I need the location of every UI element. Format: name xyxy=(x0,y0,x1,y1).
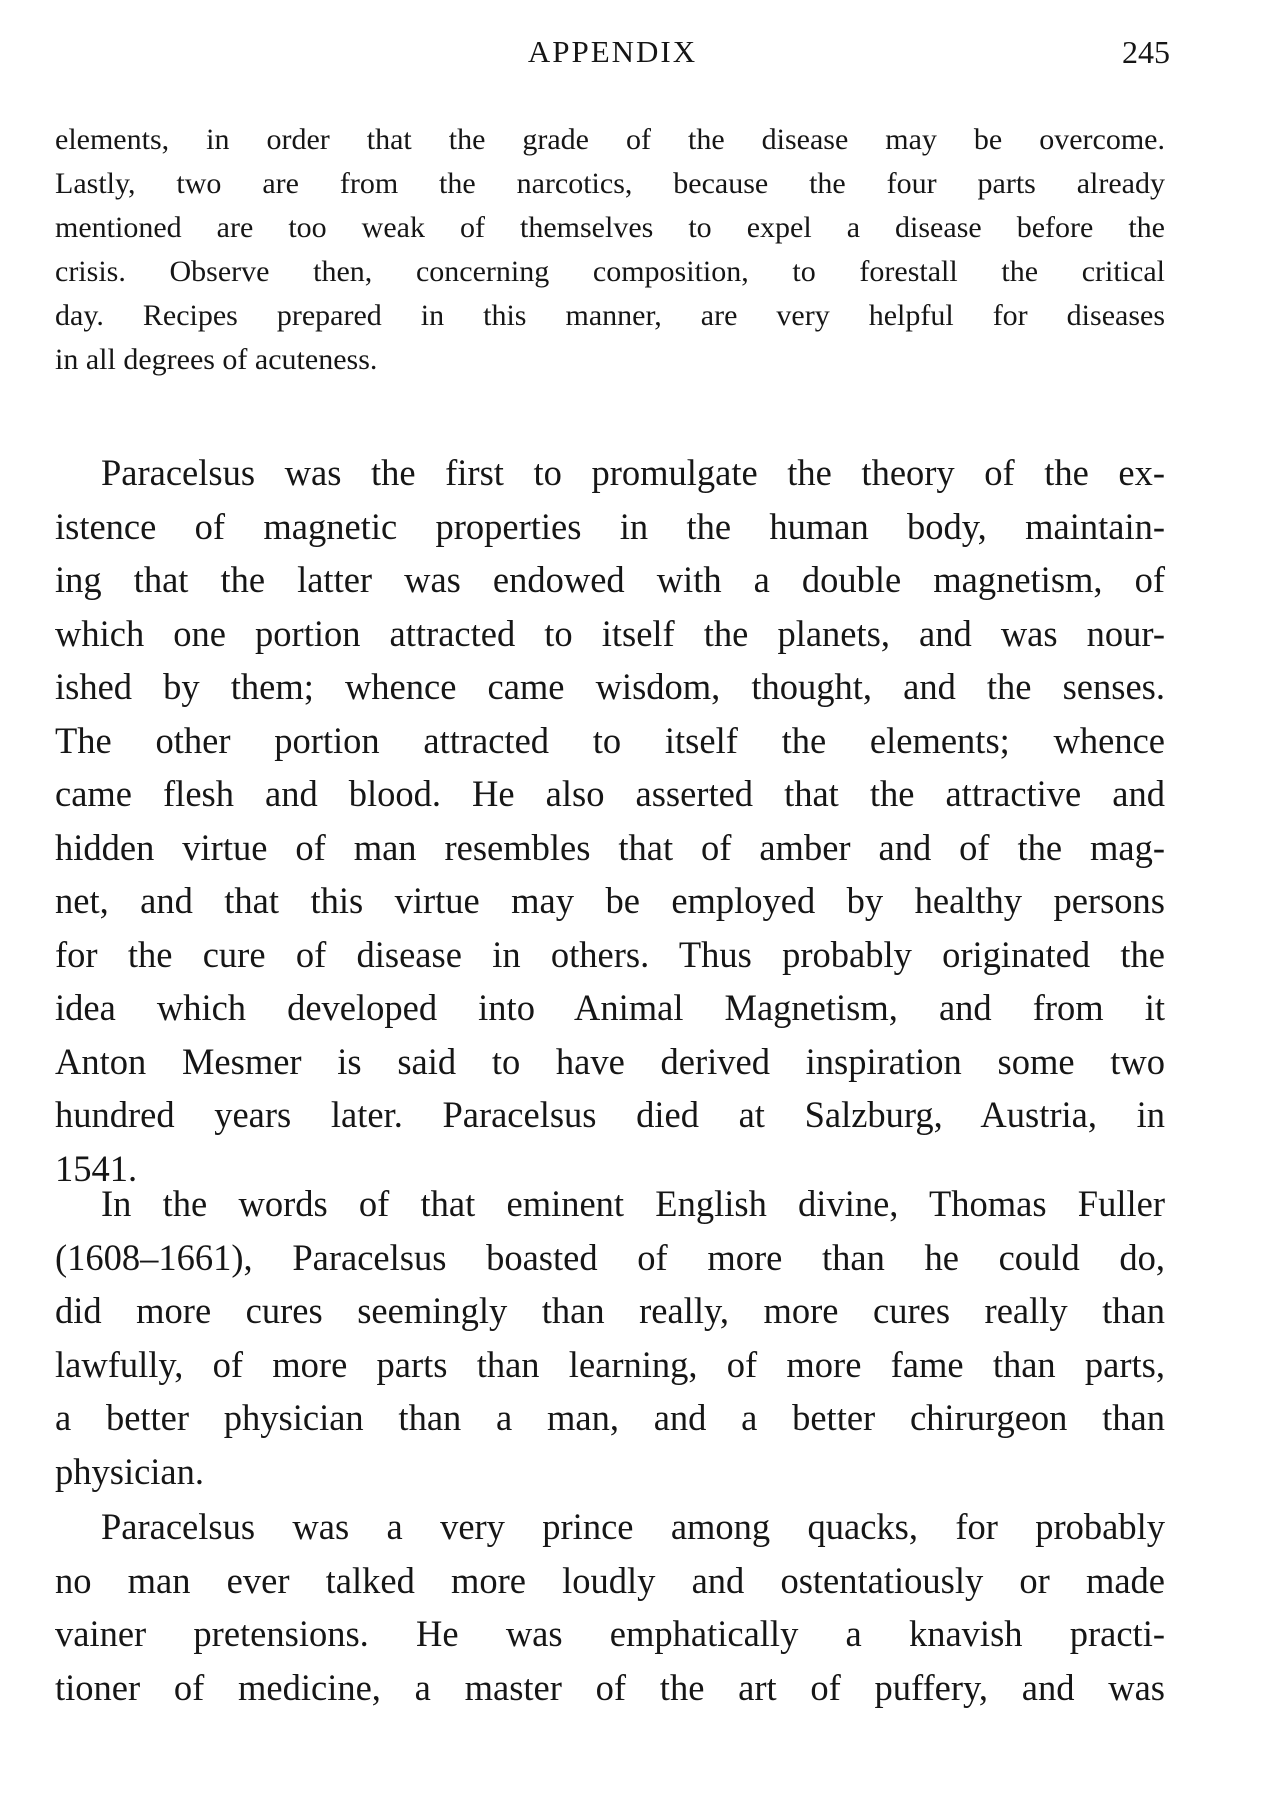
text-line: day. Recipes prepared in this manner, are very helpful for diseases xyxy=(55,299,1165,332)
text-line: vainer pretensions. He was emphatically a knavish practi- xyxy=(55,1613,1165,1654)
paragraph-quacks xyxy=(55,1500,1165,1714)
text-line: hundred years later. Paracelsus died at Salzburg, Austria, in xyxy=(55,1094,1165,1135)
text-line: mentioned are too weak of themselves to expel a disease before the xyxy=(55,211,1165,244)
text-line: hidden virtue of man resembles that of amber and of the mag- xyxy=(55,826,1165,868)
text-line: physician. xyxy=(55,1450,205,1492)
paragraph-magnetism xyxy=(55,446,1165,1195)
text-line: Anton Mesmer is said to have derived inspiration some two xyxy=(55,1040,1165,1082)
page-number: 245 xyxy=(1122,34,1170,70)
text-line: in all degrees of acuteness. xyxy=(55,343,378,376)
text-line: ished by them; whence came wisdom, thought, and the senses. xyxy=(55,666,1165,707)
text-line: no man ever talked more loudly and ostentatiously or made xyxy=(55,1559,1165,1601)
text-line: a better physician than a man, and a better chirurgeon than xyxy=(55,1397,1165,1438)
text-line: net, and that this virtue may be employed by healthy persons xyxy=(55,880,1165,921)
text-line: idea which developed into Animal Magnetism, and from it xyxy=(55,987,1165,1028)
text-line: 1541. xyxy=(55,1147,138,1189)
text-line: which one portion attracted to itself the planets, and was nour- xyxy=(55,612,1165,654)
text-line: ing that the latter was endowed with a double magnetism, of xyxy=(55,559,1165,600)
text-line: did more cures seemingly than really, more cures really than xyxy=(55,1290,1165,1331)
text-line: Paracelsus was the first to promulgate the theory of the ex- xyxy=(101,452,1165,493)
text-line: crisis. Observe then, concerning composition, to forestall the critical xyxy=(55,255,1165,288)
text-line: for the cure of disease in others. Thus probably originated the xyxy=(55,933,1165,975)
text-line: Paracelsus was a very prince among quacks, for probably xyxy=(101,1506,1165,1547)
text-line: The other portion attracted to itself the elements; whence xyxy=(55,719,1165,761)
running-head xyxy=(55,34,1170,84)
text-line: elements, in order that the grade of the disease may be overcome. xyxy=(55,123,1165,156)
text-line: In the words of that eminent English divine, Thomas Fuller xyxy=(101,1183,1165,1224)
text-line: Lastly, two are from the narcotics, because the four parts already xyxy=(55,167,1165,200)
paragraph-fuller-quote xyxy=(55,1177,1165,1498)
running-head-title: APPENDIX xyxy=(527,34,698,69)
text-line: (1608–1661), Paracelsus boasted of more than he could do, xyxy=(55,1236,1165,1278)
text-line: istence of magnetic properties in the human body, maintain- xyxy=(55,505,1165,547)
text-line: lawfully, of more parts than learning, of more fame than parts, xyxy=(55,1343,1165,1385)
text-line: came flesh and blood. He also asserted that the attractive and xyxy=(55,773,1165,814)
paragraph-recipes xyxy=(55,118,1165,382)
text-line: tioner of medicine, a master of the art of puffery, and was xyxy=(55,1666,1165,1708)
